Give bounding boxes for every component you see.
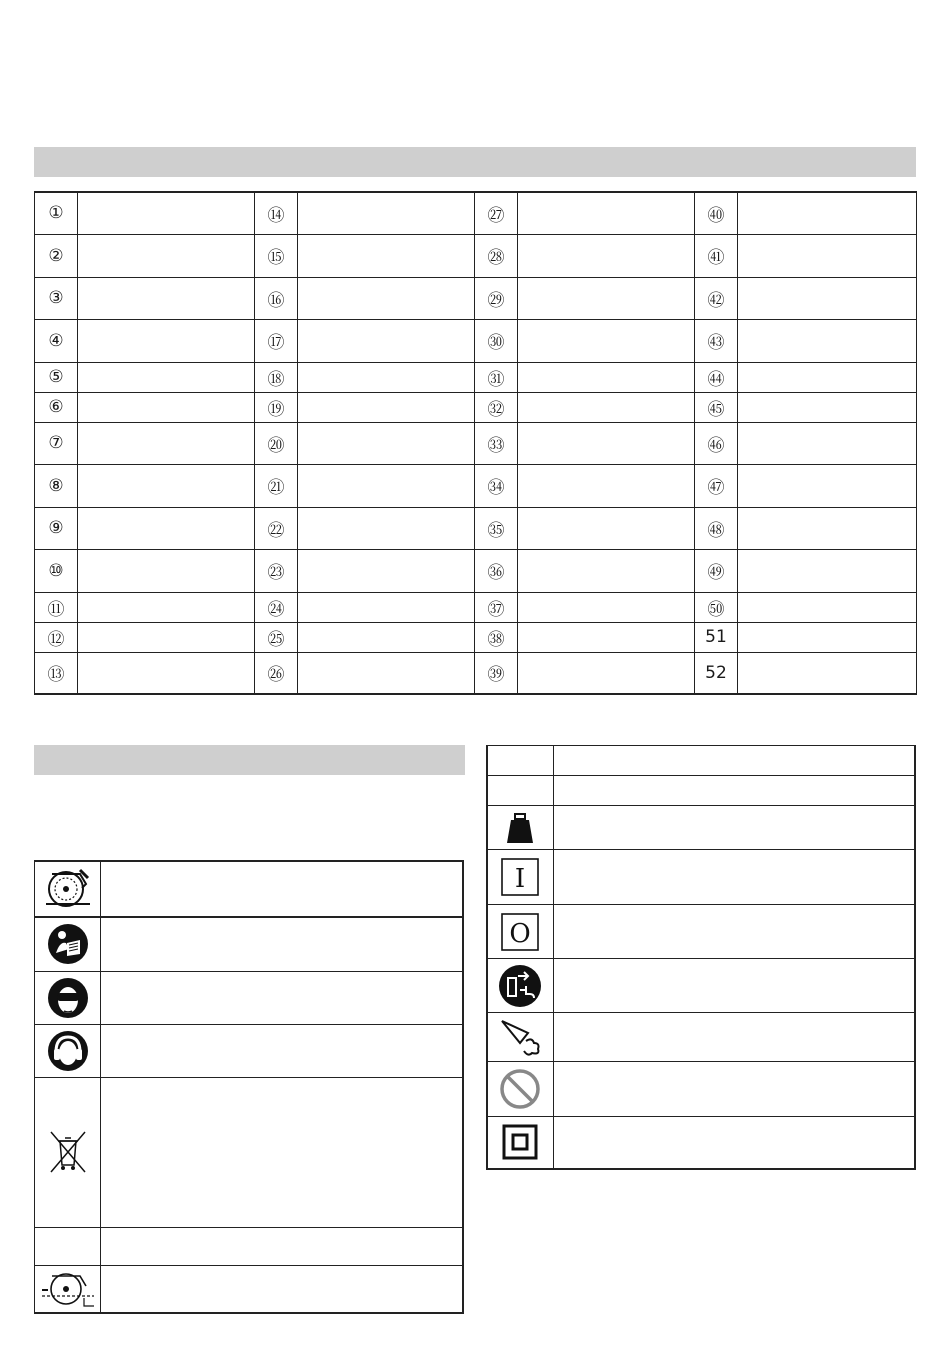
table-row: [35, 319, 917, 362]
part-name: [738, 592, 917, 622]
symbols-header-bar: [34, 745, 465, 775]
weight-icon: [487, 806, 553, 850]
switch-on-icon: [487, 850, 553, 905]
part-name: [518, 234, 695, 277]
switch-off-icon: [487, 905, 553, 959]
table-row: [487, 905, 915, 959]
part-number: ⑤: [35, 362, 78, 392]
part-name: [738, 192, 917, 234]
part-number: ㊱: [475, 549, 518, 592]
table-row: [35, 507, 917, 549]
part-number: ㊻: [695, 422, 738, 464]
double-insulation-icon: [487, 1117, 553, 1169]
part-number: ⑯: [255, 277, 298, 319]
part-number: ㉑: [255, 464, 298, 507]
part-number: ⑦: [35, 422, 78, 464]
part-name: [518, 622, 695, 652]
part-number: ㉟: [475, 507, 518, 549]
safety-glasses-icon: [35, 971, 101, 1024]
part-name: [738, 464, 917, 507]
table-row: [35, 1265, 464, 1313]
part-number: ⑭: [255, 192, 298, 234]
part-number: ㉔: [255, 592, 298, 622]
part-number: 51: [695, 622, 738, 652]
section-header-bar: [34, 147, 916, 177]
part-name: [78, 652, 255, 694]
unplug-icon: [487, 959, 553, 1013]
part-number: ㉒: [255, 507, 298, 549]
part-number: ⑬: [35, 652, 78, 694]
part-number: ⑮: [255, 234, 298, 277]
part-number: ㊷: [695, 277, 738, 319]
part-number: ㉚: [475, 319, 518, 362]
dust-icon: [487, 1013, 553, 1062]
table-row: [35, 192, 917, 234]
part-name: [298, 422, 475, 464]
part-number: ②: [35, 234, 78, 277]
part-number: ㊵: [695, 192, 738, 234]
part-name: [738, 549, 917, 592]
part-name: [738, 234, 917, 277]
table-row: [35, 971, 464, 1024]
part-number: ⑩: [35, 549, 78, 592]
table-row: [487, 806, 915, 850]
part-number: ㊸: [695, 319, 738, 362]
part-number: ⑪: [35, 592, 78, 622]
table-row: [35, 652, 917, 694]
part-name: [298, 392, 475, 422]
part-number: ㊴: [475, 652, 518, 694]
part-number: ⑨: [35, 507, 78, 549]
part-number: ㉘: [475, 234, 518, 277]
part-name: [738, 392, 917, 422]
part-number: ㉓: [255, 549, 298, 592]
part-number: ㊹: [695, 362, 738, 392]
table-row: [35, 1077, 464, 1227]
circular-saw-icon: [35, 861, 101, 917]
table-row: [35, 464, 917, 507]
part-name: [738, 319, 917, 362]
part-name: [518, 192, 695, 234]
part-number: ⑫: [35, 622, 78, 652]
table-row: [487, 1013, 915, 1062]
part-name: [738, 362, 917, 392]
read-manual-icon: [35, 917, 101, 971]
part-name: [738, 652, 917, 694]
part-number: ⑧: [35, 464, 78, 507]
part-name: [298, 652, 475, 694]
part-name: [518, 319, 695, 362]
symbols-table-right: [486, 745, 916, 1170]
part-number: ⑲: [255, 392, 298, 422]
part-name: [738, 507, 917, 549]
part-number: ⑥: [35, 392, 78, 422]
part-name: [298, 622, 475, 652]
part-number: 52: [695, 652, 738, 694]
part-name: [78, 592, 255, 622]
part-name: [78, 507, 255, 549]
parts-number-table: [34, 191, 917, 695]
part-name: [78, 192, 255, 234]
table-row: [487, 1062, 915, 1117]
part-number: ㊼: [695, 464, 738, 507]
svg-text:I: I: [515, 864, 526, 894]
table-row: [35, 622, 917, 652]
part-name: [298, 549, 475, 592]
part-name: [298, 234, 475, 277]
part-number: ㊽: [695, 507, 738, 549]
part-number: ㊶: [695, 234, 738, 277]
part-name: [518, 592, 695, 622]
part-number: ㉕: [255, 622, 298, 652]
table-row: [35, 592, 917, 622]
table-row: [35, 917, 464, 971]
saw-cut-line-icon: [35, 1265, 101, 1313]
part-number: ⑱: [255, 362, 298, 392]
part-name: [78, 234, 255, 277]
part-name: [298, 592, 475, 622]
part-number: ㉙: [475, 277, 518, 319]
part-name: [78, 319, 255, 362]
prohibited-icon: [487, 1062, 553, 1117]
part-name: [298, 507, 475, 549]
part-number: ㉛: [475, 362, 518, 392]
part-name: [298, 192, 475, 234]
part-name: [738, 277, 917, 319]
part-number: ㊺: [695, 392, 738, 422]
part-name: [518, 464, 695, 507]
part-name: [738, 622, 917, 652]
part-number: ㉝: [475, 422, 518, 464]
part-name: [518, 422, 695, 464]
part-name: [78, 362, 255, 392]
part-name: [298, 277, 475, 319]
part-number: ㊿: [695, 592, 738, 622]
part-name: [518, 392, 695, 422]
table-row: [35, 549, 917, 592]
part-number: ㉜: [475, 392, 518, 422]
table-row: [487, 850, 915, 905]
part-number: ⑰: [255, 319, 298, 362]
table-row: [487, 746, 915, 776]
part-number: ㉗: [475, 192, 518, 234]
part-name: [298, 362, 475, 392]
part-name: [298, 319, 475, 362]
part-name: [518, 362, 695, 392]
table-row: [35, 422, 917, 464]
table-row: [35, 392, 917, 422]
svg-text:O: O: [509, 918, 531, 949]
part-name: [78, 392, 255, 422]
part-number: ㊾: [695, 549, 738, 592]
part-number: ㊲: [475, 592, 518, 622]
part-name: [298, 464, 475, 507]
part-name: [78, 549, 255, 592]
table-row: [35, 362, 917, 392]
part-name: [78, 622, 255, 652]
table-row: [35, 861, 464, 917]
table-row: [35, 277, 917, 319]
table-row: [35, 1227, 464, 1265]
part-name: [518, 652, 695, 694]
part-number: ㉖: [255, 652, 298, 694]
symbols-table-left: [34, 860, 464, 1314]
part-number: ⑳: [255, 422, 298, 464]
part-name: [78, 422, 255, 464]
crossed-bin-icon: [35, 1077, 101, 1227]
ear-protection-icon: [35, 1024, 101, 1077]
part-number: ④: [35, 319, 78, 362]
table-row: [35, 1024, 464, 1077]
part-number: ㉞: [475, 464, 518, 507]
table-row: [487, 1117, 915, 1169]
part-name: [518, 277, 695, 319]
part-name: [78, 277, 255, 319]
table-row: [487, 776, 915, 806]
table-row: [487, 959, 915, 1013]
part-name: [78, 464, 255, 507]
part-name: [738, 422, 917, 464]
part-name: [518, 507, 695, 549]
table-row: [35, 234, 917, 277]
part-number: ①: [35, 192, 78, 234]
part-name: [518, 549, 695, 592]
part-number: ③: [35, 277, 78, 319]
part-number: ㊳: [475, 622, 518, 652]
